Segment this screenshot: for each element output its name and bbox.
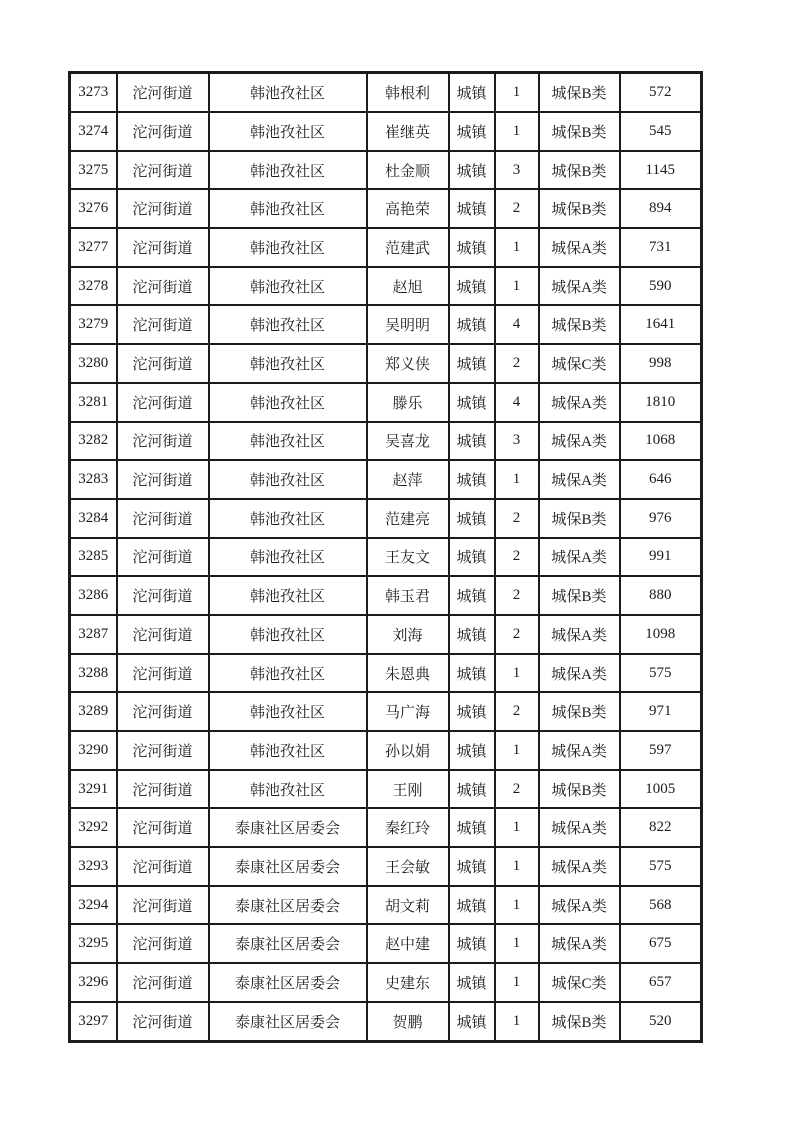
cell-serial-number: 3297 xyxy=(70,1002,117,1042)
cell-person-name: 吴明明 xyxy=(367,305,449,344)
cell-amount: 971 xyxy=(620,692,702,731)
table-row xyxy=(70,499,702,538)
cell-person-name: 高艳荣 xyxy=(367,189,449,228)
table-row xyxy=(70,886,702,925)
cell-serial-number: 3293 xyxy=(70,847,117,886)
cell-insurance-category: 城保A类 xyxy=(539,808,620,847)
cell-household-type: 城镇 xyxy=(449,847,495,886)
cell-street: 沱河街道 xyxy=(117,924,209,963)
cell-community: 韩池孜社区 xyxy=(209,344,367,383)
table-row xyxy=(70,344,702,383)
cell-person-count: 2 xyxy=(495,770,539,809)
cell-street: 沱河街道 xyxy=(117,460,209,499)
cell-serial-number: 3274 xyxy=(70,112,117,151)
cell-serial-number: 3277 xyxy=(70,228,117,267)
cell-street: 沱河街道 xyxy=(117,151,209,190)
cell-street: 沱河街道 xyxy=(117,499,209,538)
cell-insurance-category: 城保B类 xyxy=(539,112,620,151)
cell-person-count: 2 xyxy=(495,189,539,228)
cell-community: 韩池孜社区 xyxy=(209,73,367,113)
cell-person-count: 2 xyxy=(495,499,539,538)
cell-insurance-category: 城保A类 xyxy=(539,654,620,693)
cell-insurance-category: 城保A类 xyxy=(539,460,620,499)
table-row xyxy=(70,460,702,499)
cell-person-count: 1 xyxy=(495,847,539,886)
cell-amount: 991 xyxy=(620,538,702,577)
cell-household-type: 城镇 xyxy=(449,1002,495,1042)
cell-person-name: 秦红玲 xyxy=(367,808,449,847)
cell-household-type: 城镇 xyxy=(449,305,495,344)
cell-person-count: 1 xyxy=(495,731,539,770)
cell-person-count: 2 xyxy=(495,615,539,654)
cell-serial-number: 3282 xyxy=(70,422,117,461)
cell-serial-number: 3275 xyxy=(70,151,117,190)
table-row xyxy=(70,692,702,731)
cell-person-count: 2 xyxy=(495,538,539,577)
cell-street: 沱河街道 xyxy=(117,886,209,925)
cell-amount: 1641 xyxy=(620,305,702,344)
cell-person-name: 范建武 xyxy=(367,228,449,267)
cell-amount: 646 xyxy=(620,460,702,499)
cell-community: 韩池孜社区 xyxy=(209,692,367,731)
cell-community: 韩池孜社区 xyxy=(209,538,367,577)
cell-street: 沱河街道 xyxy=(117,731,209,770)
table-row xyxy=(70,770,702,809)
cell-street: 沱河街道 xyxy=(117,1002,209,1042)
cell-amount: 998 xyxy=(620,344,702,383)
cell-amount: 1068 xyxy=(620,422,702,461)
cell-household-type: 城镇 xyxy=(449,151,495,190)
table-row xyxy=(70,538,702,577)
cell-community: 韩池孜社区 xyxy=(209,151,367,190)
cell-street: 沱河街道 xyxy=(117,538,209,577)
cell-serial-number: 3296 xyxy=(70,963,117,1002)
cell-person-name: 吴喜龙 xyxy=(367,422,449,461)
cell-serial-number: 3278 xyxy=(70,267,117,306)
cell-household-type: 城镇 xyxy=(449,228,495,267)
cell-person-count: 3 xyxy=(495,151,539,190)
cell-insurance-category: 城保A类 xyxy=(539,267,620,306)
cell-serial-number: 3287 xyxy=(70,615,117,654)
cell-person-name: 范建亮 xyxy=(367,499,449,538)
cell-serial-number: 3294 xyxy=(70,886,117,925)
table-row xyxy=(70,422,702,461)
cell-street: 沱河街道 xyxy=(117,267,209,306)
cell-person-count: 1 xyxy=(495,112,539,151)
cell-person-count: 1 xyxy=(495,460,539,499)
cell-community: 韩池孜社区 xyxy=(209,499,367,538)
cell-community: 韩池孜社区 xyxy=(209,615,367,654)
cell-insurance-category: 城保A类 xyxy=(539,886,620,925)
cell-amount: 568 xyxy=(620,886,702,925)
cell-amount: 520 xyxy=(620,1002,702,1042)
cell-street: 沱河街道 xyxy=(117,344,209,383)
cell-insurance-category: 城保A类 xyxy=(539,615,620,654)
cell-community: 韩池孜社区 xyxy=(209,731,367,770)
cell-serial-number: 3280 xyxy=(70,344,117,383)
cell-person-name: 贺鹏 xyxy=(367,1002,449,1042)
cell-person-name: 赵旭 xyxy=(367,267,449,306)
cell-serial-number: 3281 xyxy=(70,383,117,422)
cell-insurance-category: 城保B类 xyxy=(539,189,620,228)
cell-person-count: 2 xyxy=(495,344,539,383)
cell-insurance-category: 城保A类 xyxy=(539,731,620,770)
cell-community: 韩池孜社区 xyxy=(209,189,367,228)
cell-serial-number: 3273 xyxy=(70,73,117,113)
cell-household-type: 城镇 xyxy=(449,422,495,461)
cell-community: 韩池孜社区 xyxy=(209,228,367,267)
cell-street: 沱河街道 xyxy=(117,189,209,228)
cell-insurance-category: 城保C类 xyxy=(539,344,620,383)
table-row xyxy=(70,731,702,770)
cell-person-count: 1 xyxy=(495,1002,539,1042)
table-row xyxy=(70,383,702,422)
cell-community: 韩池孜社区 xyxy=(209,112,367,151)
cell-community: 泰康社区居委会 xyxy=(209,924,367,963)
cell-community: 泰康社区居委会 xyxy=(209,886,367,925)
table-body xyxy=(70,73,702,1042)
cell-insurance-category: 城保A类 xyxy=(539,847,620,886)
cell-community: 韩池孜社区 xyxy=(209,305,367,344)
cell-street: 沱河街道 xyxy=(117,422,209,461)
cell-amount: 657 xyxy=(620,963,702,1002)
cell-insurance-category: 城保B类 xyxy=(539,1002,620,1042)
cell-insurance-category: 城保A类 xyxy=(539,228,620,267)
cell-person-name: 孙以娟 xyxy=(367,731,449,770)
cell-insurance-category: 城保B类 xyxy=(539,73,620,113)
cell-person-name: 韩玉君 xyxy=(367,576,449,615)
table-row xyxy=(70,305,702,344)
table-row xyxy=(70,73,702,113)
cell-person-count: 1 xyxy=(495,267,539,306)
cell-person-count: 1 xyxy=(495,654,539,693)
cell-street: 沱河街道 xyxy=(117,112,209,151)
cell-street: 沱河街道 xyxy=(117,963,209,1002)
cell-insurance-category: 城保B类 xyxy=(539,305,620,344)
cell-person-name: 赵中建 xyxy=(367,924,449,963)
table-row xyxy=(70,615,702,654)
cell-person-count: 3 xyxy=(495,422,539,461)
cell-household-type: 城镇 xyxy=(449,808,495,847)
cell-person-count: 1 xyxy=(495,808,539,847)
cell-household-type: 城镇 xyxy=(449,654,495,693)
cell-community: 泰康社区居委会 xyxy=(209,1002,367,1042)
cell-insurance-category: 城保B类 xyxy=(539,770,620,809)
table-row xyxy=(70,228,702,267)
cell-community: 韩池孜社区 xyxy=(209,770,367,809)
cell-person-count: 1 xyxy=(495,886,539,925)
cell-community: 韩池孜社区 xyxy=(209,654,367,693)
cell-amount: 1098 xyxy=(620,615,702,654)
cell-person-name: 马广海 xyxy=(367,692,449,731)
cell-street: 沱河街道 xyxy=(117,692,209,731)
cell-person-count: 1 xyxy=(495,228,539,267)
table-row xyxy=(70,151,702,190)
cell-serial-number: 3295 xyxy=(70,924,117,963)
cell-person-name: 韩根利 xyxy=(367,73,449,113)
cell-person-count: 2 xyxy=(495,692,539,731)
cell-insurance-category: 城保B类 xyxy=(539,692,620,731)
table-row xyxy=(70,267,702,306)
cell-amount: 894 xyxy=(620,189,702,228)
cell-amount: 731 xyxy=(620,228,702,267)
table-row xyxy=(70,576,702,615)
table-row xyxy=(70,963,702,1002)
cell-serial-number: 3289 xyxy=(70,692,117,731)
cell-household-type: 城镇 xyxy=(449,112,495,151)
cell-person-count: 1 xyxy=(495,963,539,1002)
cell-serial-number: 3279 xyxy=(70,305,117,344)
cell-community: 泰康社区居委会 xyxy=(209,963,367,1002)
cell-amount: 575 xyxy=(620,847,702,886)
cell-community: 韩池孜社区 xyxy=(209,576,367,615)
cell-household-type: 城镇 xyxy=(449,886,495,925)
cell-person-name: 赵萍 xyxy=(367,460,449,499)
cell-household-type: 城镇 xyxy=(449,538,495,577)
cell-serial-number: 3291 xyxy=(70,770,117,809)
cell-household-type: 城镇 xyxy=(449,692,495,731)
cell-street: 沱河街道 xyxy=(117,305,209,344)
cell-community: 韩池孜社区 xyxy=(209,422,367,461)
cell-household-type: 城镇 xyxy=(449,615,495,654)
cell-person-name: 杜金顺 xyxy=(367,151,449,190)
cell-household-type: 城镇 xyxy=(449,383,495,422)
cell-person-count: 2 xyxy=(495,576,539,615)
cell-amount: 1810 xyxy=(620,383,702,422)
cell-street: 沱河街道 xyxy=(117,576,209,615)
cell-community: 韩池孜社区 xyxy=(209,267,367,306)
cell-household-type: 城镇 xyxy=(449,267,495,306)
cell-household-type: 城镇 xyxy=(449,499,495,538)
cell-community: 韩池孜社区 xyxy=(209,460,367,499)
cell-amount: 880 xyxy=(620,576,702,615)
table-row xyxy=(70,112,702,151)
cell-amount: 590 xyxy=(620,267,702,306)
cell-insurance-category: 城保A类 xyxy=(539,538,620,577)
cell-person-name: 王友文 xyxy=(367,538,449,577)
cell-serial-number: 3285 xyxy=(70,538,117,577)
cell-serial-number: 3283 xyxy=(70,460,117,499)
table-row xyxy=(70,847,702,886)
cell-serial-number: 3290 xyxy=(70,731,117,770)
cell-amount: 545 xyxy=(620,112,702,151)
cell-household-type: 城镇 xyxy=(449,189,495,228)
cell-person-count: 1 xyxy=(495,73,539,113)
cell-amount: 1145 xyxy=(620,151,702,190)
cell-amount: 675 xyxy=(620,924,702,963)
cell-serial-number: 3286 xyxy=(70,576,117,615)
cell-person-name: 崔继英 xyxy=(367,112,449,151)
cell-community: 韩池孜社区 xyxy=(209,383,367,422)
cell-household-type: 城镇 xyxy=(449,731,495,770)
cell-insurance-category: 城保B类 xyxy=(539,499,620,538)
cell-street: 沱河街道 xyxy=(117,615,209,654)
cell-amount: 822 xyxy=(620,808,702,847)
cell-person-count: 4 xyxy=(495,305,539,344)
cell-person-name: 史建东 xyxy=(367,963,449,1002)
cell-insurance-category: 城保C类 xyxy=(539,963,620,1002)
cell-serial-number: 3288 xyxy=(70,654,117,693)
cell-household-type: 城镇 xyxy=(449,770,495,809)
cell-street: 沱河街道 xyxy=(117,808,209,847)
cell-serial-number: 3276 xyxy=(70,189,117,228)
cell-insurance-category: 城保B类 xyxy=(539,151,620,190)
cell-amount: 597 xyxy=(620,731,702,770)
cell-household-type: 城镇 xyxy=(449,963,495,1002)
cell-household-type: 城镇 xyxy=(449,73,495,113)
cell-serial-number: 3284 xyxy=(70,499,117,538)
cell-person-name: 滕乐 xyxy=(367,383,449,422)
cell-person-name: 刘海 xyxy=(367,615,449,654)
cell-street: 沱河街道 xyxy=(117,654,209,693)
cell-street: 沱河街道 xyxy=(117,228,209,267)
cell-household-type: 城镇 xyxy=(449,460,495,499)
cell-person-name: 郑义侠 xyxy=(367,344,449,383)
cell-street: 沱河街道 xyxy=(117,847,209,886)
table-row xyxy=(70,924,702,963)
cell-person-name: 王刚 xyxy=(367,770,449,809)
table-row xyxy=(70,654,702,693)
cell-person-name: 朱恩典 xyxy=(367,654,449,693)
cell-community: 泰康社区居委会 xyxy=(209,847,367,886)
cell-person-count: 4 xyxy=(495,383,539,422)
cell-insurance-category: 城保A类 xyxy=(539,924,620,963)
cell-street: 沱河街道 xyxy=(117,383,209,422)
benefits-table xyxy=(68,71,703,1043)
cell-amount: 1005 xyxy=(620,770,702,809)
cell-person-name: 胡文莉 xyxy=(367,886,449,925)
cell-person-count: 1 xyxy=(495,924,539,963)
cell-street: 沱河街道 xyxy=(117,73,209,113)
table-row xyxy=(70,1002,702,1042)
cell-household-type: 城镇 xyxy=(449,344,495,383)
cell-serial-number: 3292 xyxy=(70,808,117,847)
cell-street: 沱河街道 xyxy=(117,770,209,809)
cell-amount: 572 xyxy=(620,73,702,113)
table-row xyxy=(70,808,702,847)
cell-community: 泰康社区居委会 xyxy=(209,808,367,847)
cell-person-name: 王会敏 xyxy=(367,847,449,886)
cell-household-type: 城镇 xyxy=(449,924,495,963)
cell-insurance-category: 城保B类 xyxy=(539,576,620,615)
cell-insurance-category: 城保A类 xyxy=(539,422,620,461)
cell-amount: 976 xyxy=(620,499,702,538)
table-row xyxy=(70,189,702,228)
cell-insurance-category: 城保A类 xyxy=(539,383,620,422)
cell-household-type: 城镇 xyxy=(449,576,495,615)
cell-amount: 575 xyxy=(620,654,702,693)
